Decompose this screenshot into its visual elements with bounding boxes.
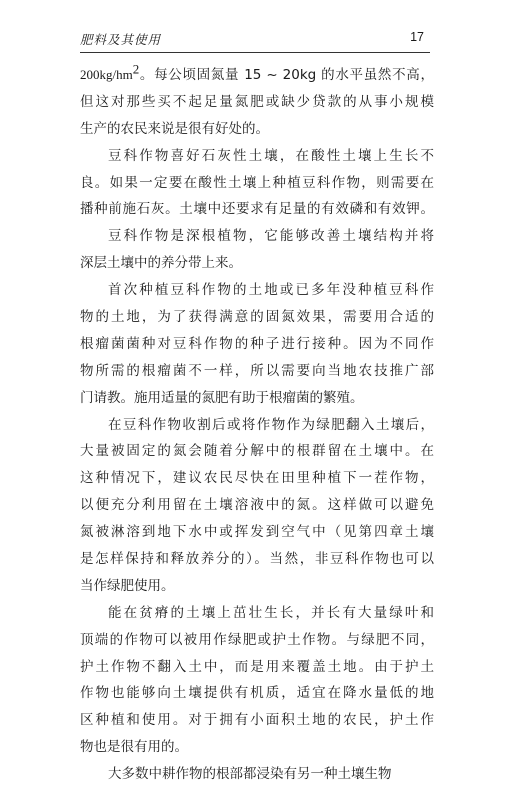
text-line: 但这对那些买不起足量氮肥或缺少贷款的从事小规模: [80, 93, 434, 110]
text-line: 这种情况下，建议农民尽快在田里种植下一茬作物，: [80, 470, 434, 487]
text-line: 是怎样保持和释放养分的）。当然，非豆科作物也可以: [80, 551, 434, 568]
text-line: 根瘤菌菌种对豆科作物的种子进行接种。因为不同作: [80, 335, 434, 352]
text-line: 作物也能够向土壤提供有机质，适宜在降水量低的地: [80, 685, 434, 702]
header-title: 肥料及其使用: [80, 32, 162, 47]
text-line: 当作绿肥使用。: [80, 577, 175, 594]
text-line: 顶端的作物可以被用作绿肥或护土作物。与绿肥不同，: [80, 631, 434, 648]
text-line: 护土作物不翻入土中，而是用来覆盖土地。由于护土: [80, 658, 434, 675]
text-line: 大量被固定的氮会随着分解中的根群留在土壤中。在: [80, 443, 434, 460]
unit-value: 200kg/hm: [80, 67, 133, 82]
text-line: 物的土地，为了获得满意的固氮效果，需要用合适的: [80, 309, 434, 326]
text-line: 首次种植豆科作物的土地或已多年没种植豆科作: [108, 282, 434, 299]
text-line: 能在贫瘠的土壤上茁壮生长，并长有大量绿叶和: [108, 604, 434, 621]
body-text: [80, 62, 434, 788]
line-text: 。每公顷固氮量 15 ~ 20kg 的水平虽然不高，: [139, 67, 434, 83]
text-line: 大多数中耕作物的根部都浸染有另一种土壤生物: [108, 766, 392, 783]
text-line: 以便充分利用留在土壤溶液中的氮。这样做可以避免: [80, 497, 434, 514]
text-line: 播种前施石灰。土壤中还要求有足量的有效磷和有效钾。: [80, 201, 434, 218]
unit-superscript: 2: [132, 61, 140, 77]
page-number: 17: [410, 30, 424, 44]
text-line: 区种植和使用。对于拥有小面积土地的农民，护土作: [80, 712, 434, 729]
text-line: 门请教。施用适量的氮肥有助于根瘤菌的繁殖。: [80, 389, 364, 406]
text-line: 氮被淋溶到地下水中或挥发到空气中（见第四章土壤: [80, 524, 434, 541]
text-line: 豆科作物是深根植物，它能够改善土壤结构并将: [108, 228, 434, 245]
running-header: [80, 30, 430, 53]
text-line: 豆科作物喜好石灰性土壤，在酸性土壤上生长不: [108, 147, 434, 164]
text-line: 物所需的根瘤菌不一样，所以需要向当地农技推广部: [80, 362, 434, 379]
text-line: 深层土壤中的养分带上来。: [80, 255, 242, 272]
text-line: 生产的农民来说是很有好处的。: [80, 120, 269, 137]
text-line: 物也是很有用的。: [80, 739, 188, 756]
text-line: 在豆科作物收割后或将作物作为绿肥翻入土壤后，: [108, 416, 434, 433]
text-line: [80, 62, 434, 89]
text-line: 良。如果一定要在酸性土壤上种植豆科作物，则需要在: [80, 174, 434, 191]
